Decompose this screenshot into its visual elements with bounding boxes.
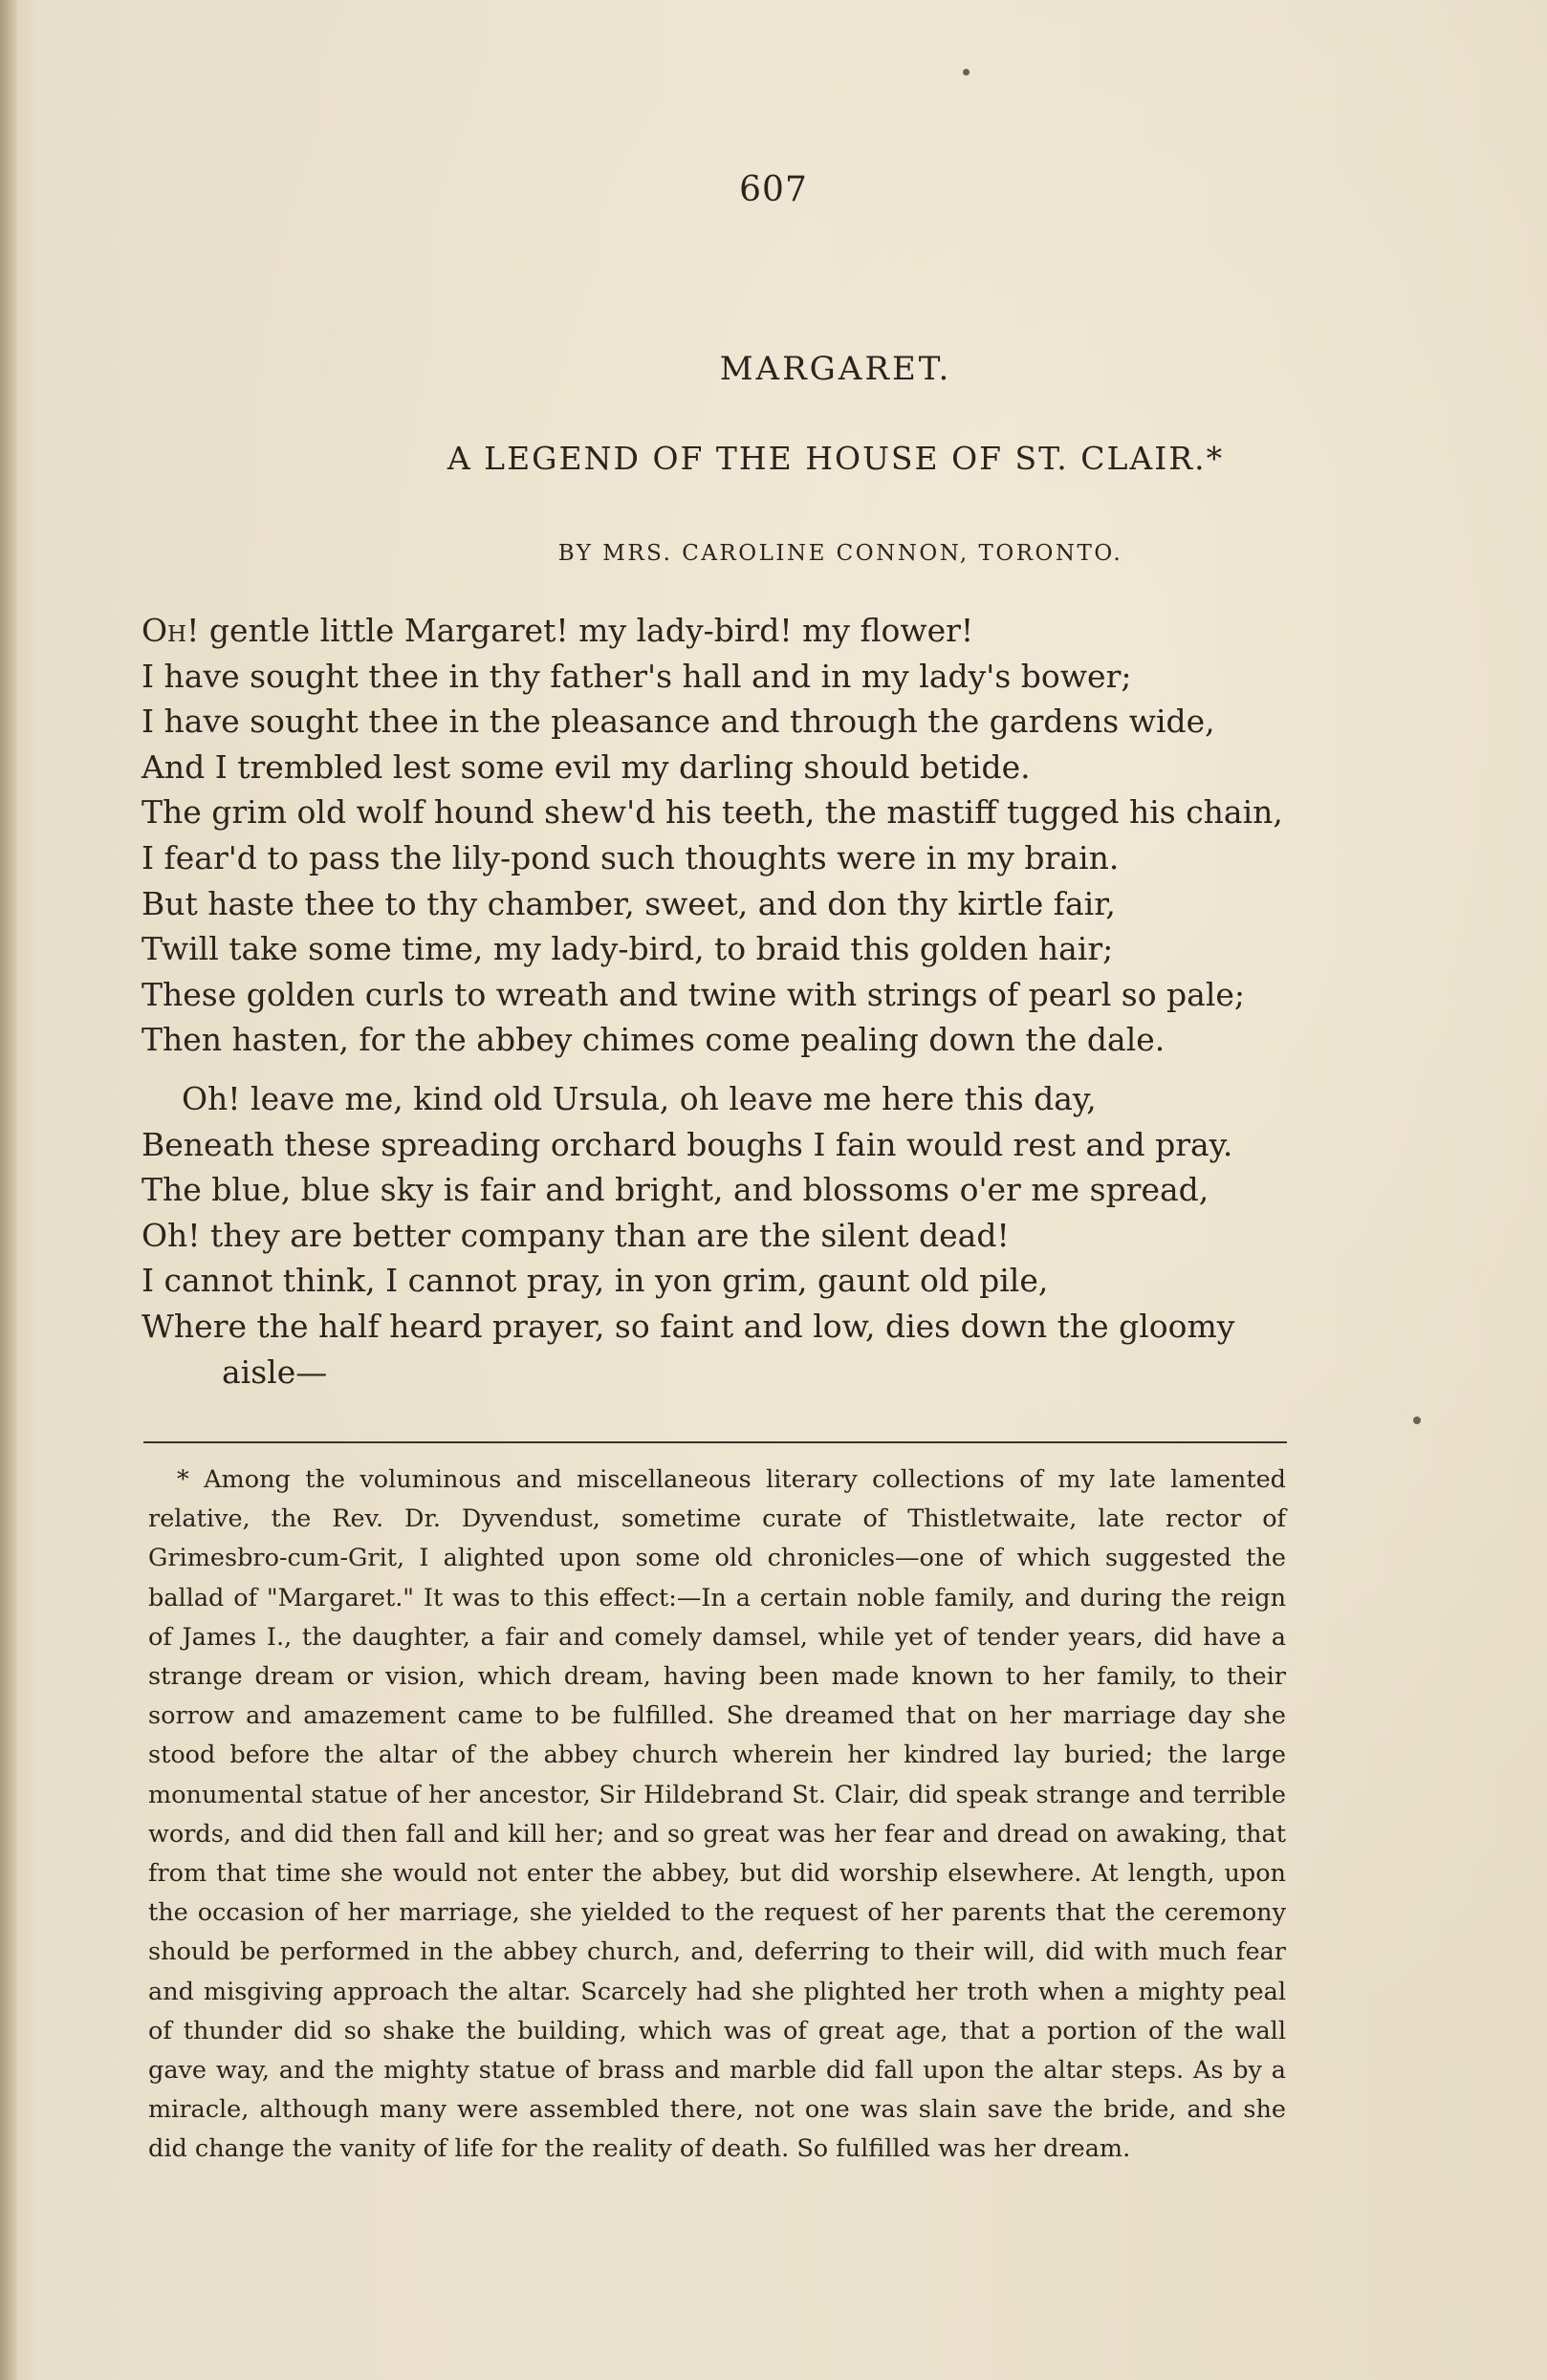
poem-subtitle: A LEGEND OF THE HOUSE OF ST. CLAIR.* <box>447 440 1225 477</box>
verse-line: These golden curls to wreath and twine with strings of pearl so pale; <box>142 975 1246 1013</box>
verse-line: I fear'd to pass the lily-pond such thoughts were in my brain. <box>142 838 1120 876</box>
footnote: * Among the voluminous and miscellaneous literary collections of my late lamented relative, the Rev. Dr. Dyvendust, sometime curate of Thistletwaite, late rector of Grimesbro-cum-Grit, I alighted upon some old chronicles—one of which suggested the ballad of "Margaret." It was to this effect:—In a certain noble family, and during the reign of James I., the daughter, a fair and comely damsel, while yet of tender years, did have a strange dream or vision, which dream, having been made known to her family, to their sorrow and amazement came to be fulfilled. She dreamed that on her marriage day she stood before the altar of the abbey church wherein her kindred lay buried; the large monumental statue of her ancestor, Sir Hildebrand St. Clair, did speak strange and terrible words, and did then fall and kill her; and so great was her fear and dread on awaking, that from that time she would not enter the abbey, but did worship elsewhere. At length, upon the occasion of her marriage, she yielded to the request of her parents that the ceremony should be performed in the abbey church, and, deferring to their will, did with much fear and misgiving approach the altar. Scarcely had she plighted her troth when a mighty peal of thunder did so shake the building, which was of great age, that a portion of the wall gave way, and the mighty statue of brass and marble did fall upon the altar steps. As by a miracle, although many were assembled there, not one was slain save the bride, and she did change the vanity of life for the reality of death. So fulfilled was her dream. <box>148 1465 1286 2164</box>
opening-word: Oh <box>142 612 187 649</box>
page-number: 607 <box>739 170 808 209</box>
verse-line: I have sought thee in the pleasance and through the gardens wide, <box>142 703 1215 741</box>
verse-line: I have sought thee in thy father's hall and in my lady's bower; <box>142 657 1132 695</box>
verse-line: Then hasten, for the abbey chimes come pealing down the dale. <box>142 1021 1166 1059</box>
verse-line: Twill take some time, my lady-bird, to braid this golden hair; <box>142 930 1114 968</box>
verse-line: Oh! they are better company than are the silent dead! <box>142 1216 1010 1254</box>
footnote-divider <box>143 1441 1287 1443</box>
verse-line-continuation: aisle— <box>222 1352 328 1391</box>
verse-line: Beneath these spreading orchard boughs I fain would rest and pray. <box>142 1125 1233 1163</box>
poem-title: MARGARET. <box>719 350 952 388</box>
paper-speck <box>963 69 970 76</box>
opening-line-rest: ! gentle little Margaret! my lady-bird! my flower! <box>186 612 974 649</box>
paper-speck <box>1413 1417 1421 1424</box>
verse-line: Where the half heard prayer, so faint and low, dies down the gloomy <box>142 1307 1235 1345</box>
verse-line: I cannot think, I cannot pray, in yon grim, gaunt old pile, <box>142 1262 1049 1300</box>
author-byline: BY MRS. CAROLINE CONNON, TORONTO. <box>557 541 1123 566</box>
verse-line: Oh! leave me, kind old Ursula, oh leave me here this day, <box>182 1080 1097 1117</box>
verse-line <box>142 608 1289 654</box>
verse-line: And I trembled lest some evil my darling should betide. <box>142 747 1031 786</box>
verse-line: The grim old wolf hound shew'd his teeth, the mastiff tugged his chain, <box>142 793 1283 832</box>
verse-line: The blue, blue sky is fair and bright, and blossoms o'er me spread, <box>142 1171 1209 1209</box>
stanza-1 <box>142 608 1289 1063</box>
verse-line: But haste thee to thy chamber, sweet, and don thy kirtle fair, <box>142 884 1116 922</box>
stanza-2 <box>142 1076 1289 1395</box>
